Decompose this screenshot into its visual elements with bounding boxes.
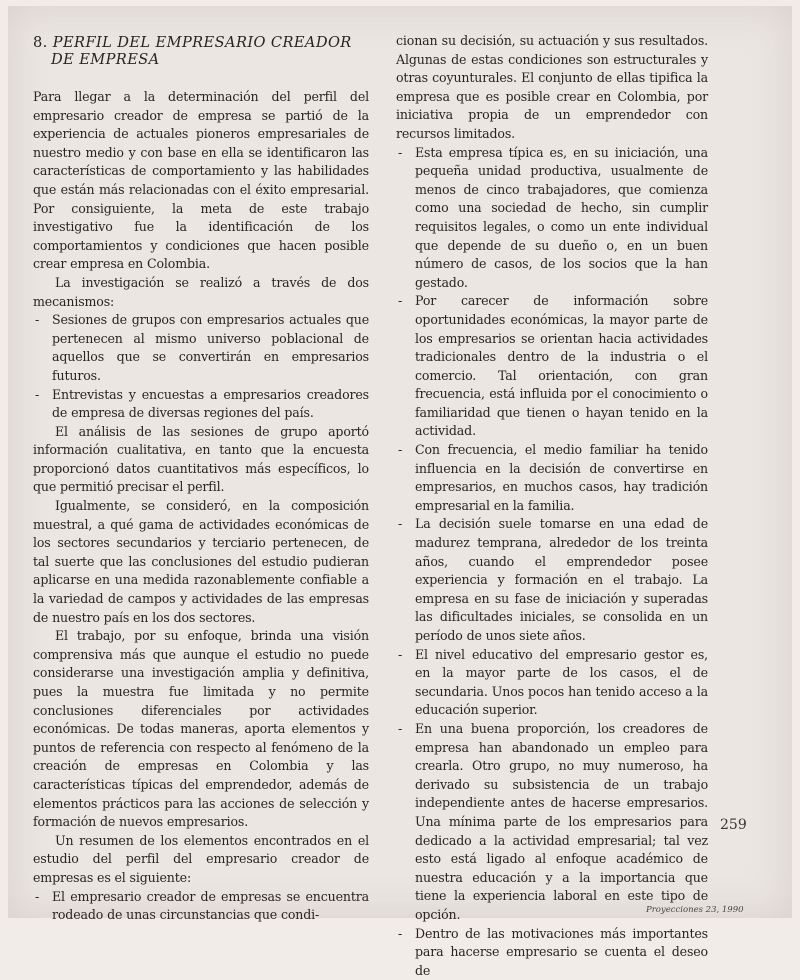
bullet-dash: - <box>398 925 402 944</box>
paragraph: Igualmente, se consideró, en la composición muestral, a qué gama de actividades económicas de los sectores secundarios y terciario pertenecen, de tal suerte que las conclusiones del estudio pudieran aplicarse en una medida razonablemente confiable a la variedad de campos y actividades de las empresas de nuestro país en los dos sectores. <box>33 497 369 627</box>
bullet-dash: - <box>398 720 402 739</box>
right-column <box>396 32 708 980</box>
bullet-dash: - <box>35 386 39 405</box>
bullet-item <box>396 292 708 441</box>
bullet-text: Con frecuencia, el medio familiar ha tenido influencia en la decisión de convertirse en empresarios, en muchos casos, hay tradición empresarial en la familia. <box>415 442 708 513</box>
paragraph: El trabajo, por su enfoque, brinda una visión comprensiva más que aunque el estudio no puede considerarse una investigación amplia y definitiva, pues la muestra fue limitada y no permite conclusiones diferenciales por actividades económicas. De todas maneras, aporta elementos y puntos de referencia con respecto al fenómeno de la creación de empresas en Colombia y las características típicas del emprendedor, además de elementos prácticos para las acciones de selección y formación de nuevos empresarios. <box>33 627 369 832</box>
bullet-dash: - <box>398 144 402 163</box>
bullet-text: Sesiones de grupos con empresarios actuales que pertenecen al mismo universo poblacional de aquellos que se convertirán en empresarios futuros. <box>52 312 369 383</box>
section-title-line2: DE EMPRESA <box>33 51 369 68</box>
bullet-item <box>396 720 708 925</box>
paragraph: Un resumen de los elementos encontrados en el estudio del perfil del empresario creador de empresas es el siguiente: <box>33 832 369 888</box>
paragraph: El análisis de las sesiones de grupo aportó información cualitativa, en tanto que la encuesta proporcionó datos cuantitativos más específicos, lo que permitió precisar el perfil. <box>33 423 369 497</box>
left-column-body <box>33 88 369 925</box>
bullet-text: El nivel educativo del empresario gestor es, en la mayor parte de los casos, el de secundaria. Unos pocos han tenido acceso a la educación superior. <box>415 647 708 718</box>
bullet-text: Entrevistas y encuestas a empresarios creadores de empresa de diversas regiones del país. <box>52 387 369 421</box>
bullet-item <box>396 925 708 980</box>
bullet-item <box>33 888 369 925</box>
bullet-item <box>396 441 708 515</box>
section-number: 8. <box>33 34 48 51</box>
paragraph: Para llegar a la determinación del perfil del empresario creador de empresa se partió de la experiencia de actuales pioneros empresariales de nuestro medio y con base en ella se identificaron las características de comportamiento y las habilidades que están más relacionadas con el éxito empresarial. Por consiguiente, la meta de este trabajo investigativo fue la identificación de los comportamientos y condiciones que hacen posible crear empresa en Colombia. <box>33 88 369 274</box>
bullet-item <box>396 515 708 645</box>
bullet-item <box>396 646 708 720</box>
page-number: 259 <box>720 817 747 833</box>
bullet-item <box>33 311 369 385</box>
bullet-text: Esta empresa típica es, en su iniciación, una pequeña unidad productiva, usualmente de menos de cinco trabajadores, que comienza como una sociedad de hecho, sin cumplir requisitos legales, o como un ente individual que depende de su dueño o, en un buen número de casos, de los socios que la han gestado. <box>415 145 708 290</box>
bullet-dash: - <box>398 292 402 311</box>
paragraph: La investigación se realizó a través de dos mecanismos: <box>33 274 369 311</box>
book-page <box>8 6 792 918</box>
bullet-dash: - <box>398 441 402 460</box>
footer-citation: Proyecciones 23, 1990 <box>646 905 744 915</box>
bullet-text: El empresario creador de empresas se encuentra rodeado de unas circunstancias que condi- <box>52 889 369 923</box>
bullet-text: Dentro de las motivaciones más importantes para hacerse empresario se cuenta el deseo de <box>415 926 708 978</box>
bullet-dash: - <box>398 515 402 534</box>
bullet-text: Por carecer de información sobre oportunidades económicas, la mayor parte de los empresarios se orientan hacia actividades tradicionales dentro de la industria o el comercio. Tal orientación, con gran frecuencia, está influida por el conocimiento o familiaridad que tienen o hayan tenido en la actividad. <box>415 293 708 438</box>
bullet-dash: - <box>35 888 39 907</box>
bullet-dash: - <box>35 311 39 330</box>
bullet-dash: - <box>398 646 402 665</box>
right-column-body <box>396 32 708 980</box>
left-column <box>33 34 369 925</box>
bullet-text: En una buena proporción, los creadores de empresa han abandonado un empleo para crearla. Otro grupo, no muy numeroso, ha derivado su subsistencia de un trabajo independiente antes de hacerse empresarios. Una mínima parte de los empresarios para dedicado a la actividad empresarial; tal vez esto está ligado al enfoque académico de nuestra educación y a la importancia que tiene la experiencia laboral en este tipo de opción. <box>415 721 708 922</box>
section-title <box>33 34 369 68</box>
paragraph: cionan su decisión, su actuación y sus resultados. Algunas de estas condiciones son estructurales y otras coyunturales. El conjunto de ellas tipifica la empresa que es posible crear en Colombia, por iniciativa propia de un emprendedor con recursos limitados. <box>396 32 708 144</box>
bullet-item <box>396 144 708 293</box>
bullet-item <box>33 386 369 423</box>
section-title-line1: PERFIL DEL EMPRESARIO CREADOR <box>53 34 352 51</box>
bullet-text: La decisión suele tomarse en una edad de madurez temprana, alrededor de los treinta años, cuando el emprendedor posee experiencia y formación en el trabajo. La empresa en su fase de iniciación y superadas las dificultades iniciales, se consolida en un período de unos siete años. <box>415 516 708 643</box>
